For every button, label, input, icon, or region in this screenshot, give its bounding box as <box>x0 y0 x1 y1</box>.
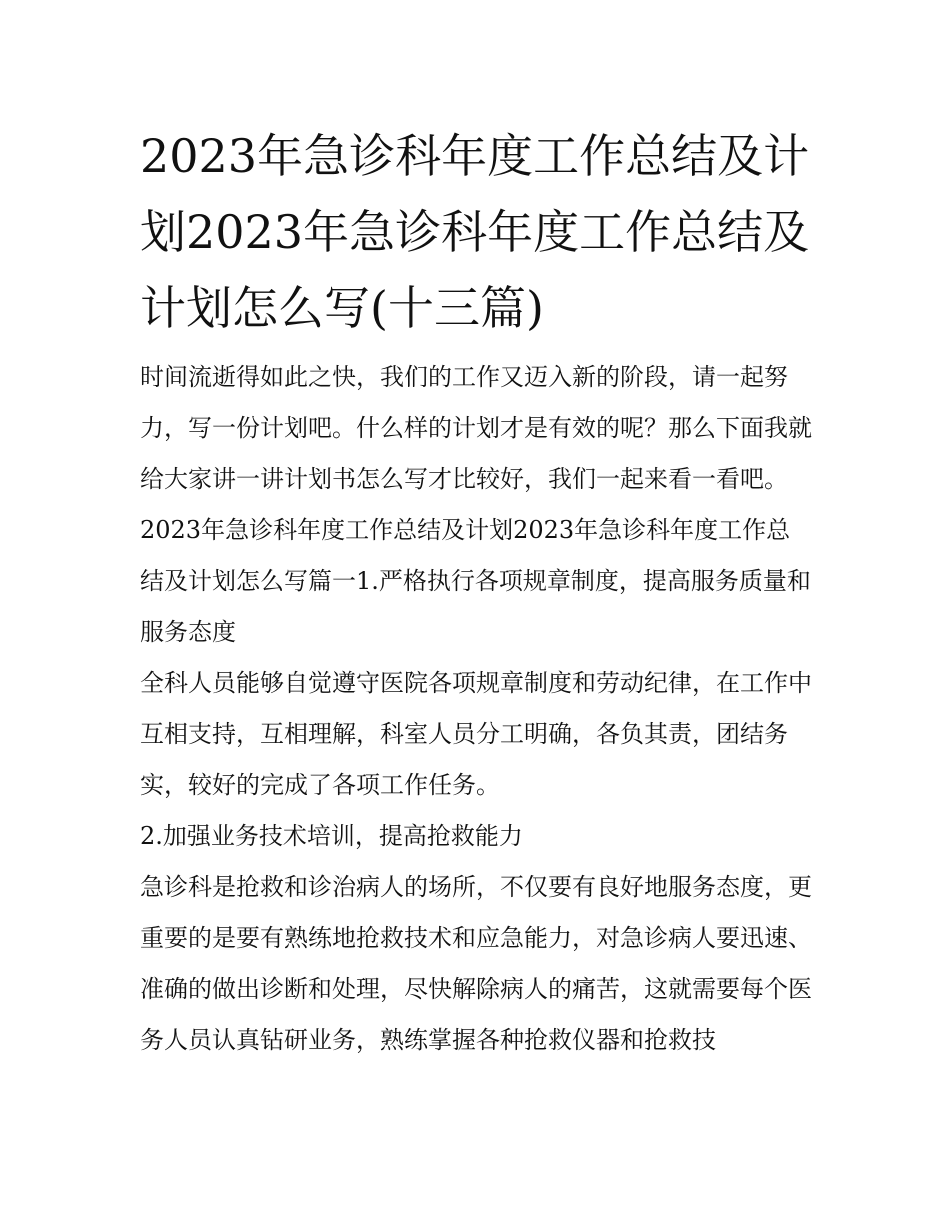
section-two-heading: 2.加强业务技术培训，提高抢救能力 <box>140 822 523 850</box>
section-one-heading-paragraph: 2023年急诊科年度工作总结及计划2023年急诊科年度工作总结及计划怎么写篇一1.严格执行各项规章制度，提高服务质量和服务态度 <box>140 516 811 646</box>
intro-paragraph: 时间流逝得如此之快，我们的工作又迈入新的阶段，请一起努力，写一份计划吧。什么样的计划才是有效的呢？那么下面我就给大家讲一讲计划书怎么写才比较好，我们一起来看一看吧。 <box>140 363 812 493</box>
document-body <box>140 118 812 1066</box>
body-paragraph: 急诊科是抢救和诊治病人的场所，不仅要有良好地服务态度，更重要的是要有熟练地抢救技术和应急能力，对急诊病人要迅速、准确的做出诊断和处理，尽快解除病人的痛苦，这就需要每个医务人员认真钻研业务，熟练掌握各种抢救仪器和抢救技 <box>140 873 812 1054</box>
document-title: 2023年急诊科年度工作总结及计划2023年急诊科年度工作总结及计划怎么写(十三篇) <box>140 129 810 335</box>
body-paragraph: 全科人员能够自觉遵守医院各项规章制度和劳动纪律，在工作中互相支持，互相理解，科室人员分工明确，各负其责，团结务实，较好的完成了各项工作任务。 <box>140 669 812 799</box>
